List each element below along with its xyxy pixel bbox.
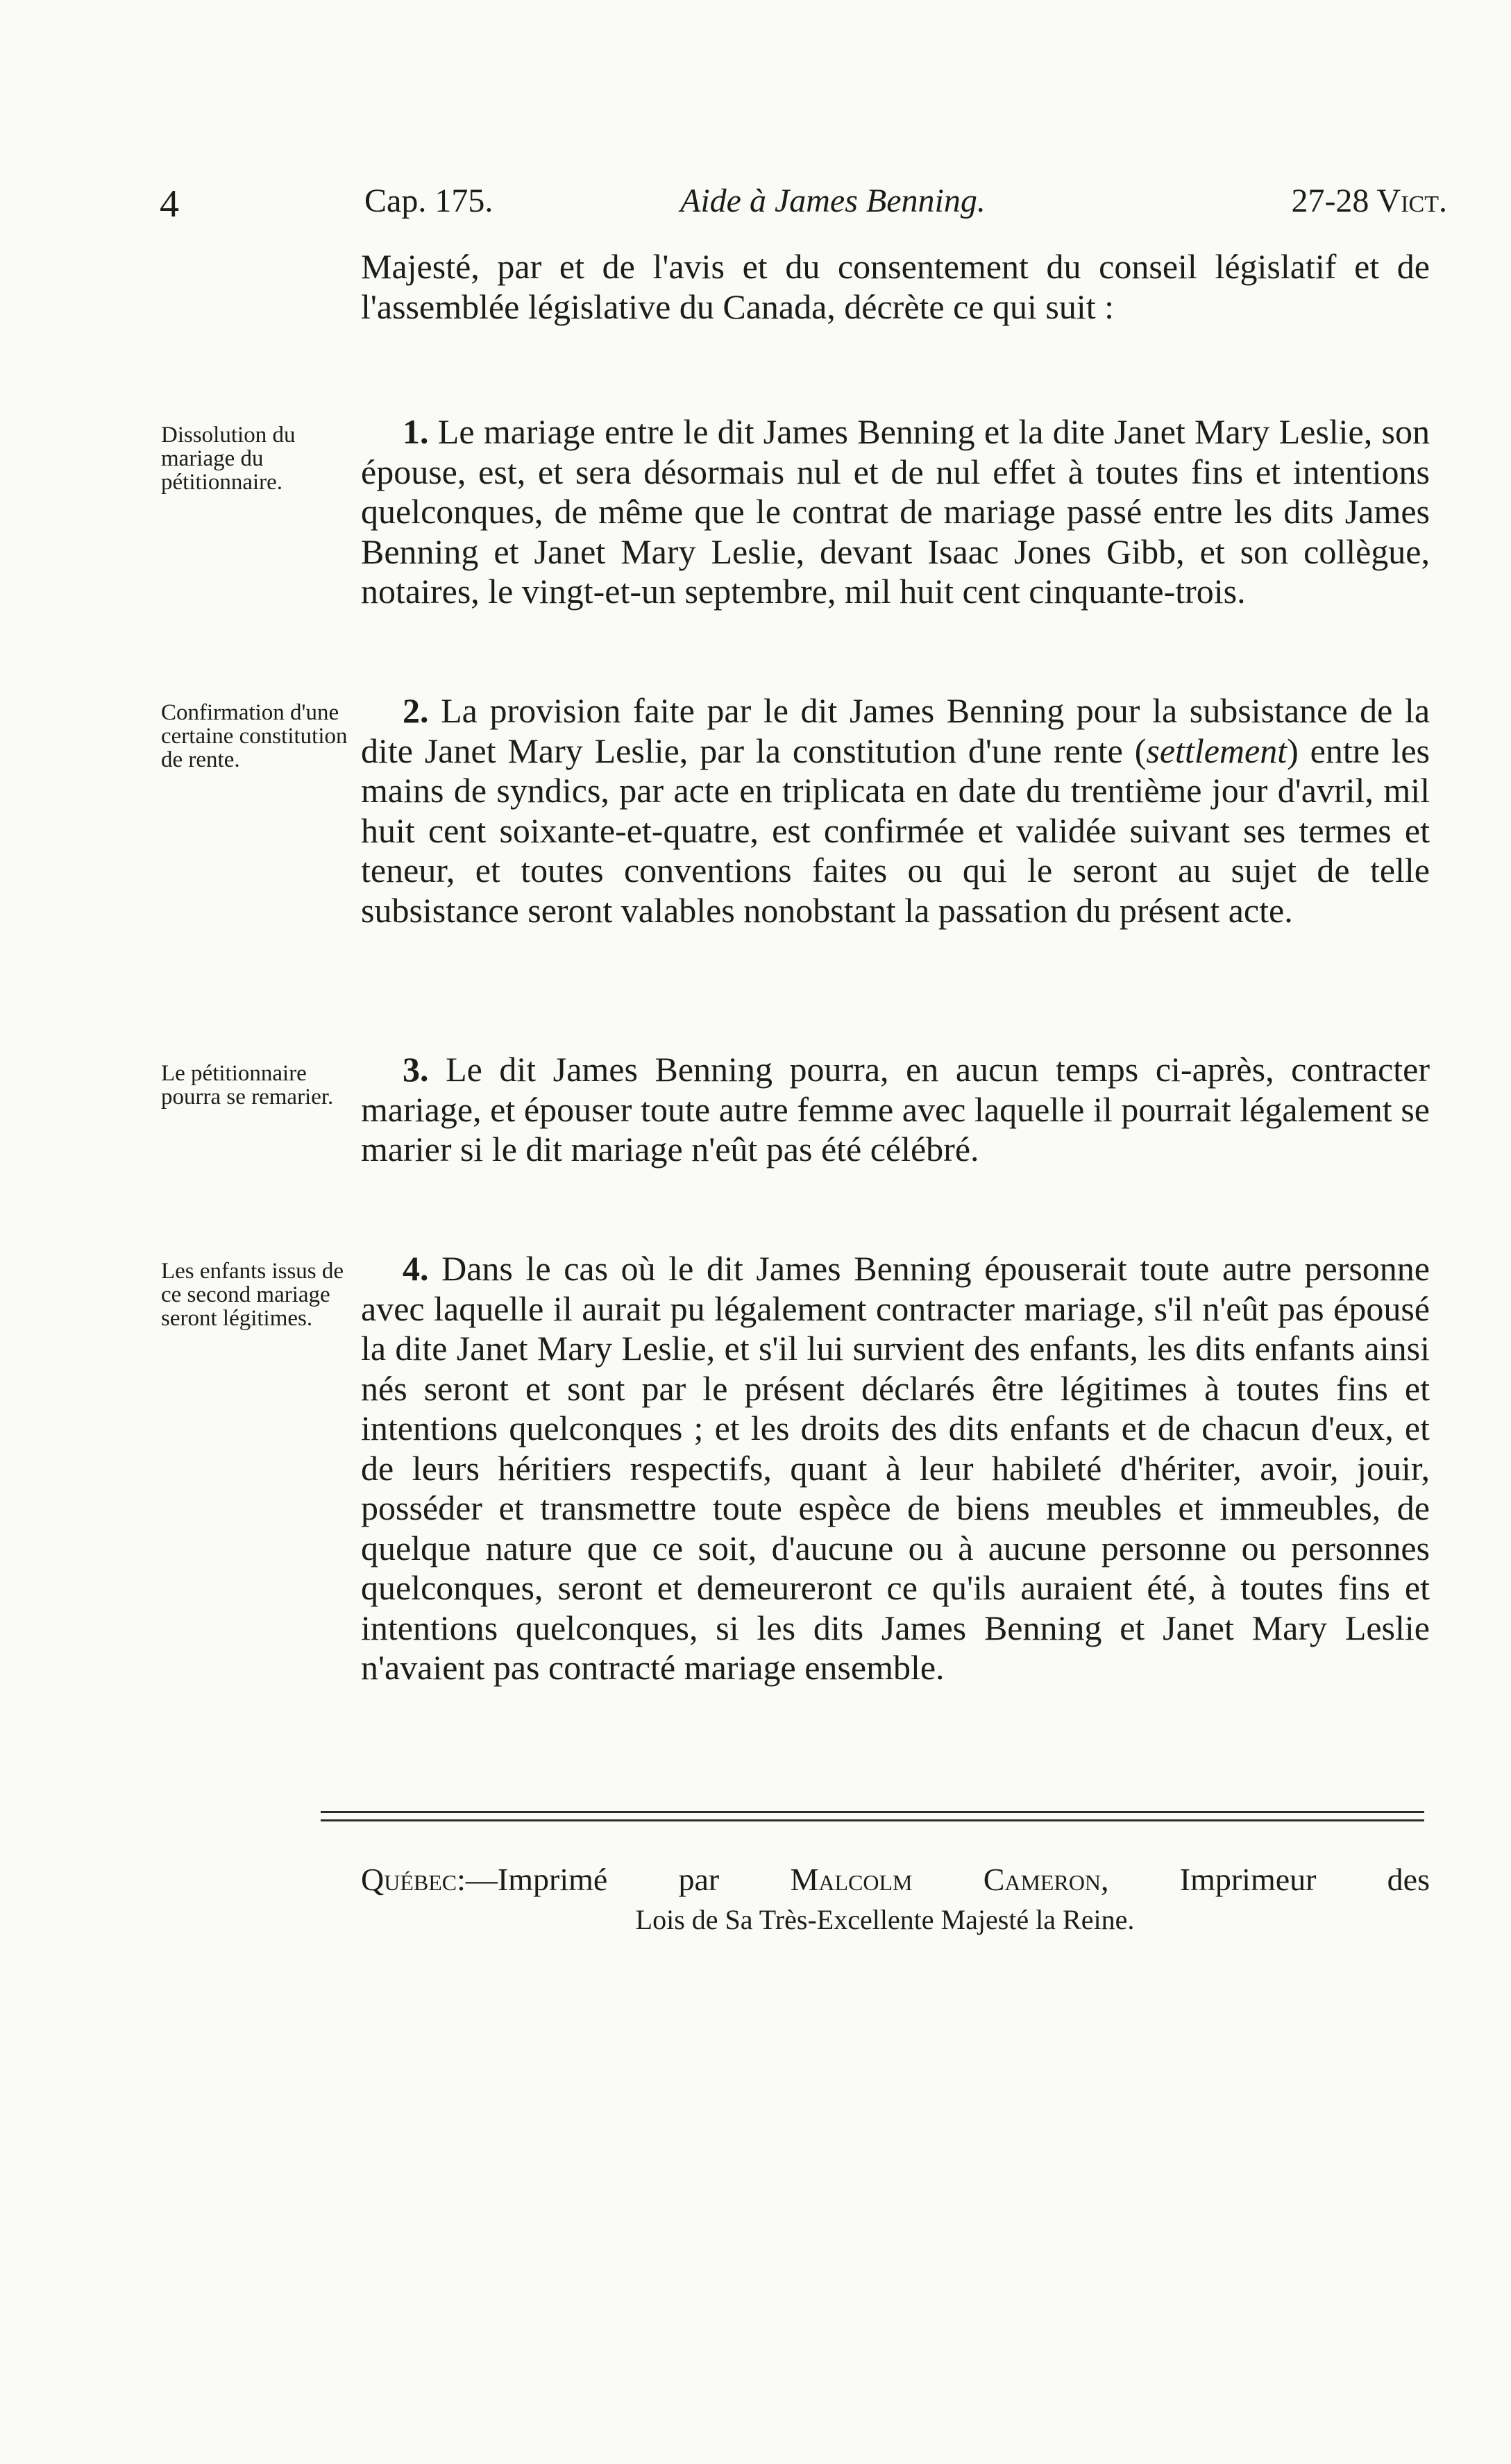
imprint-role: , Imprimeur des — [1101, 1862, 1430, 1897]
section-text: Le mariage entre le dit James Benning et la dite Janet Mary Leslie, son épouse, est, et sera désormais nul et de nul effet à toutes fins et intentions quelconques, de même que le contrat de mariage passé entre les dits James Benning et Janet Mary Leslie, devant Isaac Jones Gibb, et son collègue, notaires, le vingt-et-un septembre, mil huit cent cinquante-trois. — [361, 412, 1430, 611]
divider-rule — [321, 1819, 1424, 1821]
section-2 — [361, 691, 1430, 931]
margin-note-section-4: Les enfants issus de ce second mariage seront légitimes. — [161, 1259, 344, 1331]
section-3 — [361, 1050, 1430, 1170]
chapter-number: Cap. 175. — [364, 182, 493, 219]
imprint-line-1 — [361, 1860, 1430, 1900]
margin-note-section-2: Confirmation d'une certaine constitution de rente. — [161, 700, 348, 772]
section-4 — [361, 1249, 1430, 1688]
margin-note-section-3: Le pétitionnaire pourra se remarier. — [161, 1061, 334, 1110]
section-text: Le dit James Benning pourra, en aucun temps ci-après, contracter mariage, et épouser toute autre femme avec laquelle il pourrait légalement se marier si le dit mariage n'eût pas été célébré. — [361, 1050, 1430, 1169]
section-text-part: La provision faite par le dit James Benning pour la subsistance de la dite Janet Mary Leslie, par la constitution d'une rente ( — [361, 691, 1430, 770]
section-1 — [361, 412, 1430, 612]
section-text: Dans le cas où le dit James Benning épouserait toute autre personne avec laquelle il aurait pu légalement contracter mariage, s'il n'eût pas épousé la dite Janet Mary Leslie, et s'il lui survient des enfants, les dits enfants ainsi nés seront et sont par le présent déclarés être légitimes à toutes fins et intentions quelconques ; et les droits des dits enfants et de chacun d'eux, et de leurs héritiers respectifs, quant à leur habileté d'hériter, avoir, jouir, posséder et transmettre toute espèce de biens meubles et immeubles, de quelque nature que ce soit, d'aucune ou à aucune personne ou personnes quelconques, seront et demeureront ce qu'ils auraient été, à toutes fins et intentions quelconques, si les dits James Benning et Janet Mary Leslie n'avaient pas contracté mariage ensemble. — [361, 1249, 1430, 1687]
regnal-year: 27-28 Vict. — [1291, 182, 1447, 219]
section-number: 4. — [403, 1249, 429, 1288]
imprint-city: Québec — [361, 1862, 457, 1897]
section-text-part: ) entre les mains de syndics, par acte en triplicata en date du trentième jour d'avril, mil huit cent soixante-et-quatre, est confirmée et validée suivant ses termes et teneur, et toutes conventions faites ou qui le seront au sujet de telle subsistance seront valables nonobstant la passation du présent acte. — [361, 731, 1430, 930]
page-header — [160, 182, 1447, 230]
imprint-printer: Malcolm Cameron — [790, 1862, 1101, 1897]
section-number: 3. — [403, 1050, 429, 1089]
imprint — [361, 1860, 1430, 1940]
section-number: 2. — [403, 691, 429, 730]
page-number: 4 — [160, 182, 179, 226]
section-text-italic: settlement — [1146, 731, 1288, 770]
running-title: Aide à James Benning. — [680, 182, 986, 219]
enacting-clause: Majesté, par et de l'avis et du consentement du conseil législatif et de l'assemblée législative du Canada, décrète ce qui suit : — [361, 247, 1430, 326]
imprint-line-2: Lois de Sa Très-Excellente Majesté la Reine. — [635, 1904, 1135, 1935]
margin-note-section-1: Dissolution du mariage du pétitionnaire. — [161, 423, 296, 495]
divider-rule — [321, 1811, 1424, 1813]
section-number: 1. — [403, 412, 429, 451]
imprint-connector: :—Imprimé par — [457, 1862, 791, 1897]
